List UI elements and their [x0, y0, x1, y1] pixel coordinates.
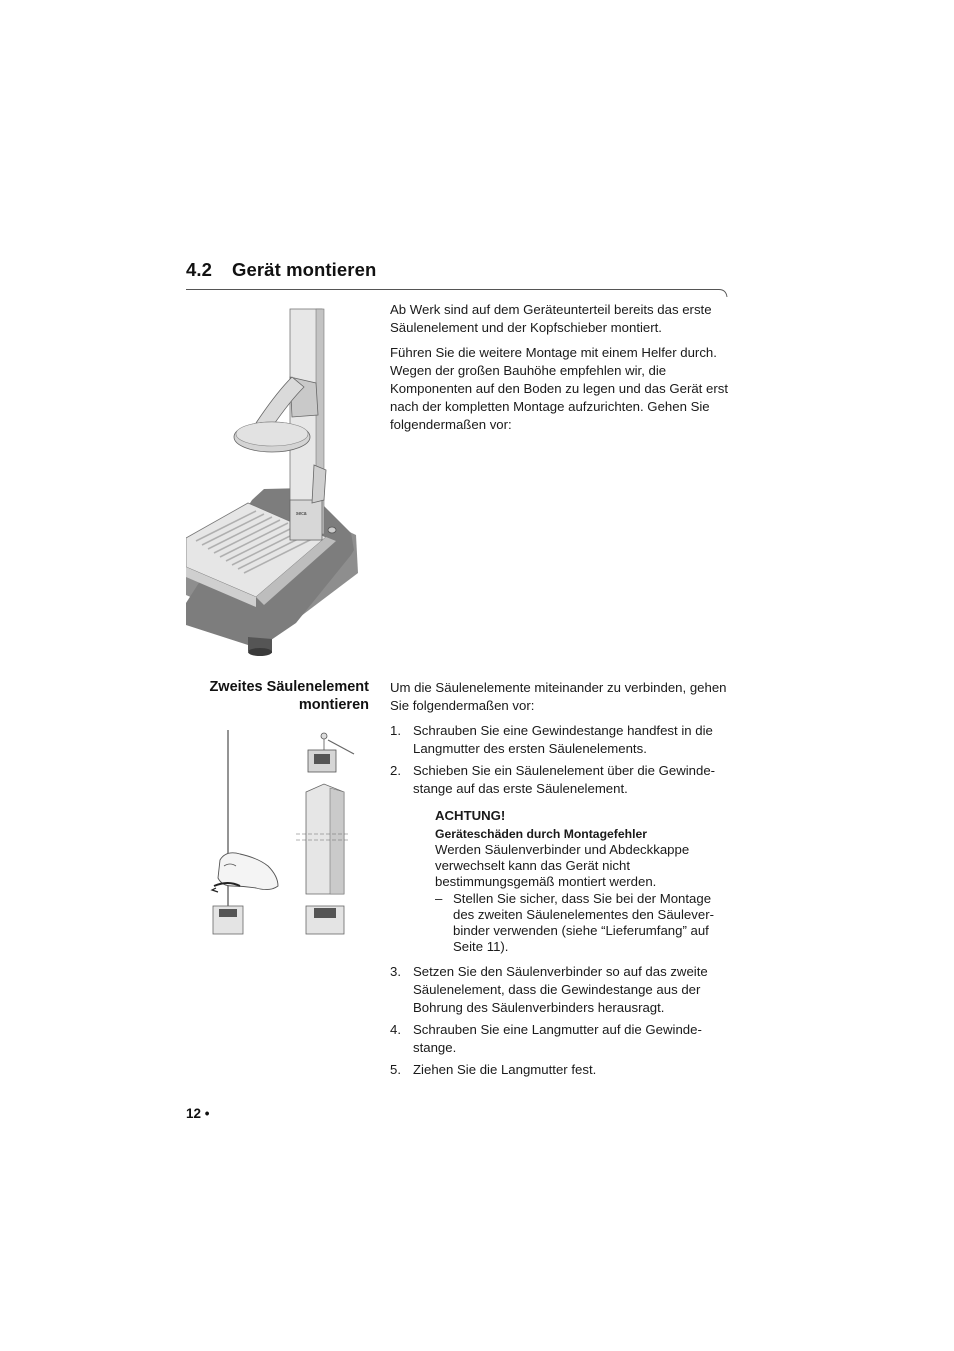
- step-text: Schieben Sie ein Säulenelement über die Gewinde-stange auf das erste Säulenelement.: [413, 763, 716, 796]
- warning-body: Werden Säulenverbinder und Abdeckkappe verwechselt kann das Gerät nicht bestimmungsgemäß montiert werden.: [435, 842, 690, 889]
- list-item: [390, 762, 735, 798]
- subsection-lead: [390, 679, 730, 715]
- step-list: [390, 722, 735, 1079]
- logo-text: seca: [296, 511, 307, 517]
- step-text: Schrauben Sie eine Gewindestange handfest in die Langmutter des ersten Säulenelements.: [413, 723, 713, 756]
- lead-paragraph: Um die Säulenelemente miteinander zu verbinden, gehen Sie folgendermaßen vor:: [390, 680, 727, 713]
- step-number: 3.: [390, 964, 401, 979]
- step-text: Schrauben Sie eine Langmutter auf die Gewinde-stange.: [413, 1022, 702, 1055]
- step-number: 5.: [390, 1062, 401, 1077]
- intro-paragraph-2: Führen Sie die weitere Montage mit einem Helfer durch. Wegen der großen Bauhöhe empfehlen wir, die Komponenten auf den Boden zu legen und das Gerät erst nach der kompletten Montage aufzurichten. Gehen Sie folgendermaßen vor:: [390, 345, 728, 432]
- warning-title: ACHTUNG!: [435, 808, 506, 823]
- section-number: 4.2: [186, 259, 213, 280]
- page-number: 12 •: [186, 1106, 210, 1121]
- warning-item-dash: –: [435, 891, 443, 906]
- section-title: Gerät montieren: [232, 259, 377, 280]
- intro-paragraph-1: Ab Werk sind auf dem Geräteunterteil bereits das erste Säulenelement und der Kopfschieber montiert.: [390, 302, 712, 335]
- heading-rule: [186, 287, 731, 301]
- subsection-heading: [186, 678, 369, 714]
- step-text: Ziehen Sie die Langmutter fest.: [413, 1062, 597, 1077]
- column-assembly-illustration: [200, 726, 360, 936]
- list-item: [390, 963, 735, 1017]
- section-heading: [186, 259, 376, 281]
- step-number: 1.: [390, 723, 401, 738]
- warning-item-text: Stellen Sie sicher, dass Sie bei der Montage des zweiten Säulenelementes den Säulever-binder verwenden (siehe “Lieferumfang” auf Seite 11).: [453, 891, 714, 954]
- scale-illustration: [186, 305, 376, 665]
- step-text: Setzen Sie den Säulenverbinder so auf das zweite Säulenelement, dass die Gewindestange aus der Bohrung des Säulenverbinders herausragt.: [413, 964, 708, 1015]
- list-item: [390, 722, 735, 758]
- step-number: 2.: [390, 763, 401, 778]
- list-item: [390, 1061, 735, 1079]
- intro-text: [390, 301, 730, 434]
- step-number: 4.: [390, 1022, 401, 1037]
- warning-box: [435, 808, 735, 955]
- subsection-title-line-2: montieren: [298, 697, 369, 713]
- subsection-title-line-1: Zweites Säulenelement: [209, 679, 369, 695]
- warning-item: [435, 891, 735, 955]
- warning-subtitle: Geräteschäden durch Montagefehler: [435, 827, 647, 841]
- list-item: [390, 1021, 735, 1057]
